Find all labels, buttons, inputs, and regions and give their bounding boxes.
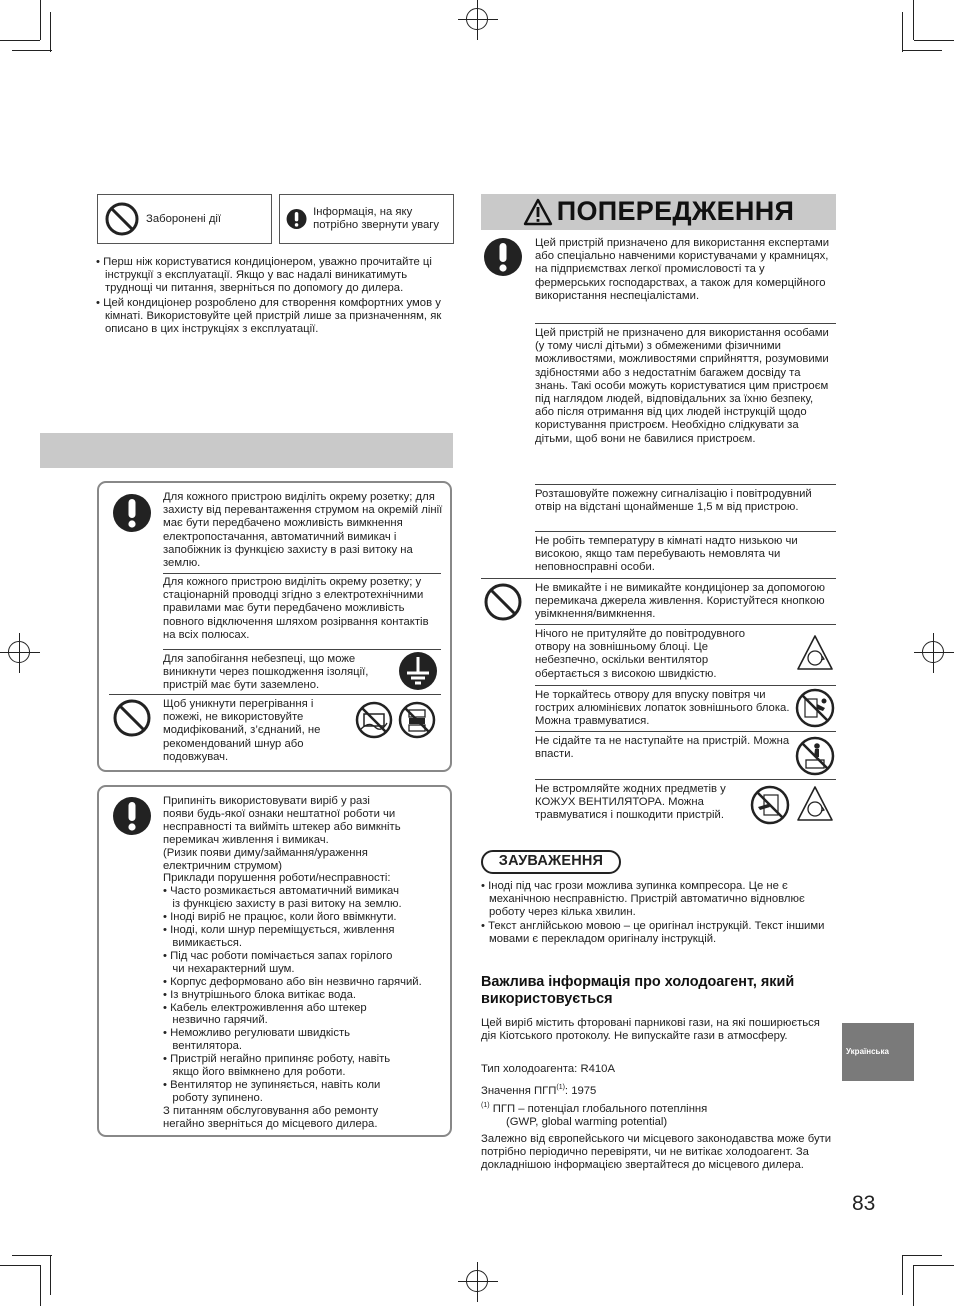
legend-prohibited-label: Заборонені дії (146, 212, 222, 225)
panel2-line: із функцією захисту в разі витоку на землю. (163, 898, 402, 911)
panel2-line: якщо його ввімкнено для роботи. (163, 1066, 346, 1079)
warning-item: Не робіть температуру в кімнаті надто низькою чи високою, якщо там перебувають немовлята чи неповносправні особи. (535, 535, 798, 574)
panel2-line: • Під час роботи помічається запах горілого (163, 949, 393, 962)
fan-hazard-icon (795, 784, 835, 824)
exclamation-icon (483, 237, 523, 277)
panel2-line: • Вентилятор не зупиняється, навіть коли (163, 1078, 381, 1091)
no-insert-objects-icon (750, 785, 790, 825)
language-tab-label: Українська (846, 1047, 889, 1057)
panel2-line: • Неможливо регулювати швидкість (163, 1027, 351, 1040)
panel1-item: Для кожного пристрою виділіть окрему розетку; для захисту від перевантаження струмом на окремій лінії має бути передбачено можливість вимкнення електропостачання, автоматичний вимикач і запобіжник із функцією захисту в разі витоку на землю. (163, 491, 443, 570)
divider (163, 649, 441, 650)
refrigerant-paragraph: Цей виріб містить фторовані парникові гази, на які поширюється дія Кіотського протоколу. Не випускайте гази в атмосферу. (481, 1017, 820, 1043)
fan-hazard-icon (795, 633, 835, 673)
panel2-line: (Ризик появи диму/займання/ураження (163, 846, 368, 859)
footnote-text-2: (GWP, global warming potential) (506, 1115, 668, 1128)
panel2-line: • Пристрій негайно припиняє роботу, навіть (163, 1053, 391, 1066)
divider (109, 694, 441, 695)
panel2-line: негайно зверніться до місцевого дилера. (163, 1117, 378, 1130)
panel2-line: • Кабель електроживлення або штекер (163, 1001, 367, 1014)
ground-icon (398, 651, 438, 691)
legend-attention (279, 194, 454, 244)
section-header-bar (40, 433, 453, 468)
registration-mark (922, 641, 944, 663)
prohibited-icon (112, 698, 152, 738)
panel2-line: • Часто розмикається автоматичний вимикач (163, 885, 399, 898)
crop-mark (0, 40, 40, 41)
exclamation-icon (112, 493, 152, 533)
crop-mark (914, 1265, 954, 1266)
exclamation-icon (112, 796, 152, 836)
panel2-line: вентилятора. (163, 1040, 243, 1053)
panel2-line: електричним струмом) (163, 859, 283, 872)
no-extension-cord-icon (355, 701, 393, 739)
panel2-line: Приклади порушення роботи/несправності: (163, 872, 391, 885)
exclamation-icon (286, 201, 307, 237)
warning-panel-1 (97, 481, 452, 772)
notes-title: ЗАУВАЖЕННЯ (481, 850, 621, 874)
warning-item: Не торкайтесь отвору для впуску повітря чи гострих алюмінієвих лопаток зовнішнього блока. Можна травмуватися. (535, 689, 790, 728)
registration-mark (8, 641, 30, 663)
divider (535, 731, 836, 732)
panel2-line: • Іноді, коли шнур переміщується, живлення (163, 924, 395, 937)
panel2-line: вимикається. (163, 936, 243, 949)
crop-mark (902, 12, 903, 52)
panel2-line: несправності та вийміть штекер або вимкніть (163, 820, 401, 833)
language-tab (842, 1023, 914, 1081)
divider (535, 779, 836, 780)
divider (535, 531, 836, 532)
warning-panel-2 (97, 785, 452, 1137)
note-item: • Іноді під час грози можлива зупинка компресора. Це не є механічною несправністю. Пристрій автоматично відновлює роботу через кілька хвилин. (481, 880, 805, 919)
panel2-line: • Корпус деформовано або він незвично гарячий. (163, 975, 422, 988)
crop-mark (40, 1265, 41, 1306)
warning-item: Цей пристрій не призначено для використання особами (у тому числі дітьми) з обмеженими фізичними можливостями, можливостями сприйняття, розумовими здібностями або з недостатнім багажем досвіду та знань. Такі особи можуть користуватися цим пристроєм під наглядом людей, відповідальних за їхню безпеку, або після отримання від цих людей інструкцій щодо користування пристроєм. Необхідно слідкувати за дітьми, щоб вони не бавилися пристроєм. (535, 327, 829, 445)
crop-mark (913, 1265, 914, 1306)
warning-item: Не встромляйте жодних предметів у КОЖУХ ВЕНТИЛЯТОРА. Можна травмуватися і пошкодити пристрій. (535, 783, 726, 822)
warning-header (481, 194, 836, 230)
registration-mark (466, 8, 488, 30)
notes-list (481, 880, 836, 946)
crop-mark (12, 1255, 52, 1256)
panel2-text (163, 795, 448, 1131)
warning-triangle-icon (523, 198, 553, 226)
divider (481, 578, 836, 579)
crop-mark (50, 1255, 51, 1295)
panel2-line: роботу зупинено. (163, 1091, 263, 1104)
refrigerant-gwp (481, 1081, 836, 1098)
divider (535, 323, 836, 324)
footnote-text: ПГП – потенціал глобального потепління (489, 1102, 708, 1115)
crop-mark (50, 12, 51, 52)
crop-mark (40, 0, 41, 40)
warning-item: Розташовуйте пожежну сигналізацію і повітродувний отвір на відстані щонайменше 1,5 м від пристрою. (535, 488, 812, 514)
footnote-marker: (1) (481, 1102, 490, 1109)
panel1-item: Для запобігання небезпеці, що може виникнути через пошкодження ізоляції, пристрій має бути заземлено. (163, 653, 369, 692)
panel2-line: Припиніть використовувати виріб у разі (163, 795, 370, 807)
panel2-line: перемикач живлення і вимикач. (163, 833, 329, 846)
refrigerant-paragraph: Залежно від європейського чи місцевого законодавства може бути потрібно періодично перевіряти, чи не витікає холодоагент. За докладнішою інформацією звертайтеся до місцевого дилера. (481, 1133, 832, 1172)
panel2-line: чи нехарактерний шум. (163, 962, 295, 975)
crop-mark (902, 1255, 942, 1256)
crop-mark (0, 1265, 40, 1266)
crop-mark (913, 0, 914, 40)
warning-item: Не вмикайте і не вимикайте кондиціонер за допомогою перемикача джерела живлення. Користуйтеся кнопкою увімкнення/вимкнення. (535, 582, 825, 621)
refrigerant-type: Тип холодоагента: R410A (481, 1063, 615, 1075)
warning-item: Цей пристрій призначено для використання експертами або спеціально навченими користувачами у крамницях, на підприємствах легкої промисловості та у фермерських господарствах, а також для комерційного використання неспеціалістами. (535, 237, 830, 302)
intro-list (96, 256, 456, 337)
panel2-line: появи будь-якої ознаки нештатної роботи чи (163, 807, 396, 820)
panel2-line: З питанням обслуговування або ремонту (163, 1104, 379, 1117)
legend-attention-label: Інформація, на яку потрібно звернути увагу (313, 206, 440, 231)
divider (535, 484, 836, 485)
registration-mark (466, 1270, 488, 1292)
crop-mark (902, 50, 942, 51)
no-adapter-icon (398, 701, 436, 739)
gwp-footnote-marker: (1) (556, 1084, 565, 1091)
page-number: 83 (852, 1192, 876, 1215)
intro-item: • Перш ніж користуватися кондиціонером, уважно прочитайте ці інструкції з експлуатації. Якщо у вас надалі виникатимуть труднощі чи питання, зверніться по допомогу до дилера. (96, 256, 432, 295)
panel2-line: • Із внутрішнього блока витікає вода. (163, 988, 357, 1001)
warning-title: ПОПЕРЕДЖЕННЯ (556, 196, 795, 227)
gwp-label: Значення ПГП (481, 1084, 557, 1097)
divider (535, 624, 836, 625)
no-sit-icon (795, 736, 835, 776)
panel2-line: • Іноді виріб не працює, коли його ввімкнути. (163, 911, 397, 924)
warning-item: Нічого не притуляйте до повітродувного отвору на зовнішньому блоці. Це небезпечно, оскільки вентилятор обертається з високою швидкістю. (535, 628, 746, 680)
divider (535, 685, 836, 686)
legend-prohibited (97, 194, 272, 244)
gwp-footnote (481, 1099, 836, 1129)
panel1-item: Щоб уникнути перегрівання і пожежі, не використовуйте модифікований, з’єднаний, не рекомендований шнур або подовжувач. (163, 698, 321, 763)
warning-item: Не сідайте та не наступайте на пристрій. Можна впасти. (535, 735, 790, 761)
crop-mark (12, 50, 52, 51)
note-item: • Текст англійською мовою – це оригінал інструкцій. Текст іншими мовами є перекладом оригіналу інструкцій. (481, 919, 825, 945)
divider (163, 573, 441, 574)
panel2-line: незвично гарячий. (163, 1014, 268, 1027)
panel1-item: Для кожного пристрою виділіть окрему розетку; у стаціонарній проводці згідно з електротехнічними правилами має бути передбачено можливість повного відключення шляхом розірвання контактів на всіх полюсах. (163, 576, 429, 641)
no-touch-fins-icon (795, 688, 835, 728)
intro-item: • Цей кондиціонер розроблено для створення комфортних умов у кімнаті. Використовуйте цей пристрій лише за призначенням, як описано в цих інструкціях з експлуатації. (96, 296, 442, 336)
gwp-value: : 1975 (564, 1084, 597, 1097)
prohibited-icon (104, 201, 140, 237)
refrigerant-heading: Важлива інформація про холодоагент, який використовується (481, 974, 795, 1007)
prohibited-icon (483, 582, 523, 622)
crop-mark (902, 1255, 903, 1295)
crop-mark (914, 40, 954, 41)
